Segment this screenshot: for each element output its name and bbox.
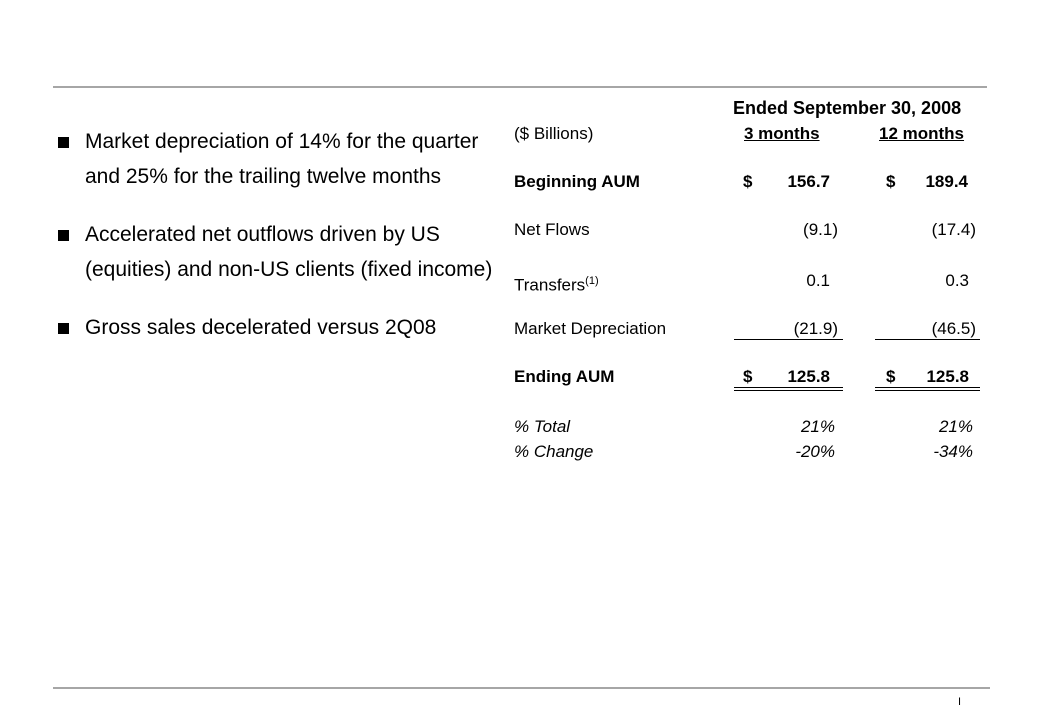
bullet-text: Market depreciation of 14% for the quarter and 25% for the trailing twelve months [85, 130, 479, 188]
bullet-text: Accelerated net outflows driven by US (equities) and non-US clients (fixed income) [85, 223, 493, 281]
value-beginning-12m: 189.4 [925, 172, 968, 191]
bottom-divider [53, 687, 990, 689]
currency-symbol: $ [886, 367, 896, 386]
value-ending-3m: 125.8 [787, 367, 830, 386]
unit-label: ($ Billions) [514, 124, 594, 143]
currency-symbol: $ [743, 172, 753, 191]
value-transfers-3m: 0.1 [806, 271, 830, 290]
footnote-marker: (1) [585, 275, 599, 287]
total-double-line [875, 387, 980, 388]
value-netflows-12m: (17.4) [931, 220, 976, 239]
value-ending-12m: 125.8 [926, 367, 969, 386]
col-header-3-months: 3 months [744, 124, 820, 143]
bullet-item [58, 124, 503, 194]
bullet-list [58, 124, 503, 368]
subtotal-line [734, 339, 843, 340]
value-beginning-3m: 156.7 [787, 172, 830, 191]
value-netflows-3m: (9.1) [803, 220, 838, 239]
value-change-12m: -34% [933, 442, 973, 461]
currency-symbol: $ [743, 367, 753, 386]
square-bullet-icon [58, 137, 69, 148]
page-number: I [958, 696, 962, 708]
row-label-ending-aum: Ending AUM [514, 367, 615, 386]
square-bullet-icon [58, 323, 69, 334]
total-double-line [734, 387, 843, 388]
value-market-12m: (46.5) [931, 319, 976, 338]
total-double-line [875, 390, 980, 391]
value-total-12m: 21% [938, 417, 973, 436]
row-label-net-flows: Net Flows [514, 220, 590, 239]
col-header-12-months: 12 months [879, 124, 965, 143]
row-label-pct-total: % Total [514, 417, 571, 436]
currency-symbol: $ [886, 172, 896, 191]
row-label-transfers [514, 271, 599, 296]
square-bullet-icon [58, 230, 69, 241]
value-transfers-12m: 0.3 [945, 271, 969, 290]
bullet-item [58, 310, 503, 345]
bullet-text: Gross sales decelerated versus 2Q08 [85, 316, 437, 339]
table-period-header: Ended September 30, 2008 [733, 98, 962, 118]
row-label-market-depreciation: Market Depreciation [514, 319, 667, 338]
row-label-beginning-aum: Beginning AUM [514, 172, 640, 191]
value-market-3m: (21.9) [793, 319, 838, 338]
total-double-line [734, 390, 843, 391]
value-total-3m: 21% [800, 417, 835, 436]
row-label-pct-change: % Change [514, 442, 594, 461]
bullet-item [58, 217, 503, 287]
transfers-text: Transfers [514, 275, 586, 295]
aum-table [514, 0, 984, 480]
value-change-3m: -20% [795, 442, 835, 461]
subtotal-line [875, 339, 980, 340]
